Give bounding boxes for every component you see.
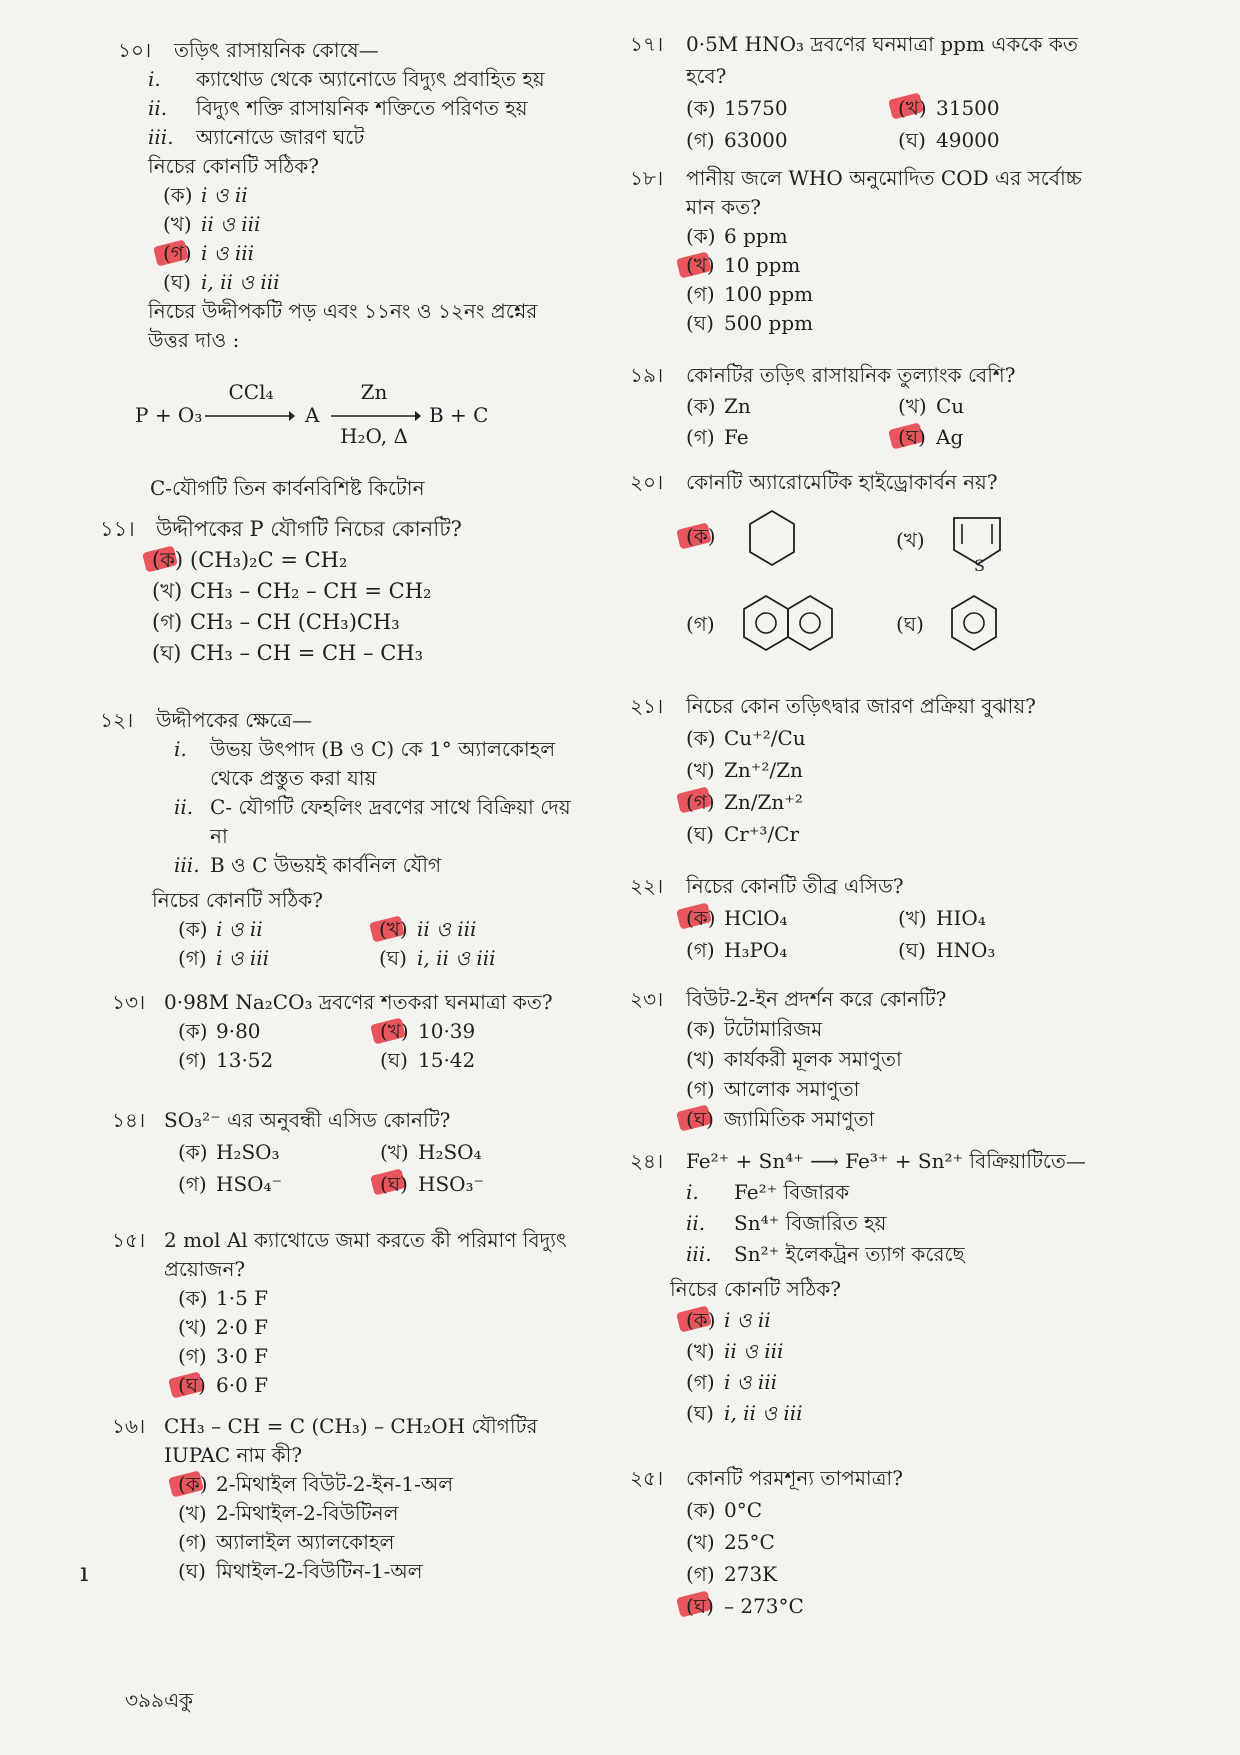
option-kha[interactable] (163, 210, 558, 239)
option-label: (ঘ) (152, 641, 182, 665)
option-value: 15750 (724, 96, 788, 120)
option-gha[interactable] (686, 1398, 1130, 1429)
option-ga[interactable] (686, 934, 898, 966)
option-gha[interactable] (380, 1046, 582, 1075)
question-prompt: নিচের কোনটি সঠিক? (148, 154, 320, 178)
option-label: (ক) (178, 1140, 208, 1164)
option-kha[interactable] (898, 902, 1110, 934)
option-value: 6·0 F (216, 1373, 269, 1397)
question-text: তড়িৎ রাসায়নিক কোষে— (174, 38, 379, 62)
product-a: A (305, 403, 320, 427)
option-value: CH₃ – CH (CH₃)CH₃ (190, 610, 400, 634)
option-label: (ক) (686, 394, 716, 418)
option-gha[interactable] (686, 1104, 1110, 1134)
option-label: (গ) (152, 610, 183, 634)
option-value: i, ii ও iii (724, 1401, 803, 1425)
option-value: CH₃ – CH₂ – CH = CH₂ (190, 579, 432, 603)
option-value: i ও iii (216, 946, 270, 970)
question-text: বিউট-2-ইন প্রদর্শন করে কোনটি? (686, 987, 947, 1011)
statement-text: উভয় উৎপাদ (B ও C) কে 1° অ্যালকোহল থেকে প্রস্তুত করা যায় (210, 737, 556, 790)
question-number: ১১। (100, 517, 135, 541)
option-value: 3·0 F (216, 1344, 269, 1368)
question-text: Fe²⁺ + Sn⁴⁺ ⟶ Fe³⁺ + Sn²⁺ বিক্রিয়াটিতে— (686, 1149, 1086, 1173)
stimulus-intro (118, 297, 558, 355)
option-kha[interactable] (379, 915, 580, 944)
option-kha[interactable] (686, 754, 1110, 786)
option-value: Cu⁺²/Cu (724, 726, 806, 750)
statement-text: Sn²⁺ ইলেকট্রন ত্যাগ করেছে (734, 1242, 965, 1266)
page-code: ৩৯৯একু (125, 1688, 194, 1712)
option-value: (CH₃)₂C = CH₂ (190, 548, 348, 572)
option-label: (গ) (178, 1048, 207, 1072)
option-label: (গ) (178, 1172, 207, 1196)
option-ka[interactable] (686, 391, 898, 422)
reaction-scheme (135, 378, 575, 448)
option-gha[interactable] (686, 1590, 1110, 1622)
option-label: (খ) (163, 212, 192, 236)
statement-text: B ও C উভয়ই কার্বনিল যৌগ (210, 853, 442, 877)
statement-text: বিদ্যুৎ শক্তি রাসায়নিক শক্তিতে পরিণত হয় (196, 96, 528, 120)
option-label: (গ) (686, 1077, 715, 1101)
question-number: ২৪। (630, 1149, 664, 1173)
option-ga[interactable] (178, 1342, 582, 1371)
option-label: (ক) (152, 548, 184, 572)
cyclohexane-structure (746, 508, 798, 568)
option-value: মিথাইল-2-বিউটিন-1-অল (216, 1559, 423, 1583)
question-text: উদ্দীপকের P যৌগটি নিচের কোনটি? (156, 517, 462, 541)
option-gha[interactable] (178, 1557, 582, 1586)
question-text: 2 mol Al ক্যাথোডে জমা করতে কী পরিমাণ বিদ্যুৎ প্রয়োজন? (164, 1228, 567, 1281)
option-value: 2-মিথাইল বিউট-2-ইন-1-অল (216, 1472, 454, 1496)
option-value: – 273°C (724, 1594, 804, 1618)
option-label: (ঘ) (898, 938, 926, 962)
question-24 (630, 1146, 1130, 1429)
option-kha[interactable] (898, 391, 1110, 422)
option-gha[interactable] (686, 309, 1110, 338)
option-gha[interactable] (686, 818, 1110, 850)
option-ka[interactable] (178, 915, 379, 944)
option-label: (খ) (178, 1315, 207, 1339)
option-label: (ঘ) (686, 1107, 714, 1131)
option-ga[interactable] (686, 124, 898, 156)
option-label: (খ) (380, 1019, 409, 1043)
statement-text: Fe²⁺ বিজারক (734, 1180, 850, 1204)
question-prompt: নিচের কোনটি সঠিক? (152, 888, 324, 912)
option-value: 1·5 F (216, 1286, 269, 1310)
option-ka[interactable] (163, 181, 558, 210)
option-gha[interactable] (898, 422, 1110, 453)
option-label: (গ) (686, 938, 715, 962)
option-value: Zn/Zn⁺² (724, 790, 803, 814)
question-prompt: নিচের কোনটি সঠিক? (670, 1277, 842, 1301)
option-value: CH₃ – CH = CH – CH₃ (190, 641, 424, 665)
option-value: Cr⁺³/Cr (724, 822, 800, 846)
option-value: i ও ii (724, 1308, 771, 1332)
option-kha[interactable] (152, 576, 570, 607)
option-ka[interactable] (686, 92, 898, 124)
option-kha[interactable] (898, 92, 1110, 124)
option-label: (গ) (163, 241, 192, 265)
option-ka[interactable] (686, 1494, 1110, 1526)
reagent-1: CCl₄ (228, 380, 274, 404)
option-value: আলোক সমাণুতা (724, 1077, 860, 1101)
option-label: (গ) (178, 1344, 207, 1368)
option-ga[interactable] (686, 422, 898, 453)
statement-text: C- যৌগটি ফেহলিং দ্রবণের সাথে বিক্রিয়া দেয় না (210, 795, 571, 848)
option-value: 10·39 (418, 1019, 476, 1043)
option-label: (ঘ) (379, 946, 407, 970)
option-gha[interactable] (178, 1371, 582, 1400)
option-value: i, ii ও iii (417, 946, 496, 970)
option-kha[interactable] (380, 1136, 582, 1168)
option-label: (ক) (686, 1308, 716, 1332)
option-label: (ক) (686, 726, 716, 750)
option-label: (খ) (898, 906, 927, 930)
option-label: (ঘ) (686, 822, 714, 846)
option-value: i, ii ও iii (201, 270, 280, 294)
question-17 (630, 28, 1110, 156)
question-11 (100, 514, 570, 669)
margin-mark: ı (80, 1558, 89, 1588)
option-ka[interactable] (686, 1305, 1130, 1336)
option-kha[interactable] (380, 1017, 582, 1046)
statement-roman: ii. (686, 1211, 706, 1235)
question-12 (100, 706, 580, 973)
option-value: Zn (724, 394, 751, 418)
statement-roman: i. (174, 737, 187, 761)
option-label: (ঘ) (686, 1594, 714, 1618)
question-number: ২১। (630, 694, 664, 718)
option-value: Zn⁺²/Zn (724, 758, 803, 782)
option-label: (গ) (686, 128, 715, 152)
option-value: 0°C (724, 1498, 763, 1522)
option-ga[interactable] (686, 280, 1110, 309)
option-value: ii ও iii (417, 917, 477, 941)
q20-options (686, 508, 1146, 676)
option-label: (খ) (686, 758, 715, 782)
option-gha[interactable] (379, 944, 580, 973)
option-ka[interactable] (686, 1014, 1110, 1044)
option-kha[interactable] (896, 526, 925, 559)
option-value: জ্যামিতিক সমাণুতা (724, 1107, 875, 1131)
question-22 (630, 870, 1110, 966)
option-kha[interactable] (686, 251, 1110, 280)
option-value: 500 ppm (724, 311, 814, 335)
question-text: উদ্দীপকের ক্ষেত্রে— (156, 708, 313, 732)
option-value: 31500 (936, 96, 1000, 120)
question-number: ১৯। (630, 363, 664, 387)
option-label: (ক) (163, 183, 193, 207)
option-value: 13·52 (216, 1048, 274, 1072)
statement-roman: iii. (686, 1242, 712, 1266)
option-label: (গ) (686, 1562, 715, 1586)
question-25 (630, 1462, 1110, 1622)
option-value: 15·42 (418, 1048, 476, 1072)
question-text: SO₃²⁻ এর অনুবন্ধী এসিড কোনটি? (164, 1108, 451, 1132)
question-19 (630, 360, 1110, 453)
option-label: (খ) (686, 1047, 715, 1071)
option-value: i ও ii (201, 183, 248, 207)
question-number: ২২। (630, 874, 664, 898)
option-value: HNO₃ (936, 938, 996, 962)
stimulus-note: C-যৌগটি তিন কার্বনবিশিষ্ট কিটোন (150, 476, 425, 500)
question-number: ২০। (630, 470, 664, 494)
question-number: ১২। (100, 708, 134, 732)
option-label: (গ) (686, 425, 715, 449)
question-number: ২৫। (630, 1466, 664, 1490)
option-ka[interactable] (152, 545, 570, 576)
option-ka[interactable] (178, 1284, 582, 1313)
statement-roman: i. (686, 1180, 699, 1204)
benzene-structure (948, 592, 1000, 656)
option-ka[interactable] (686, 902, 898, 934)
stimulus-intro-line: নিচের উদ্দীপকটি পড় এবং ১১নং ও ১২নং প্রশ্নের (148, 299, 538, 323)
option-value: i ও iii (201, 241, 255, 265)
option-label: (ক) (686, 1498, 716, 1522)
option-value: 49000 (936, 128, 1000, 152)
option-label: (ঘ) (178, 1373, 206, 1397)
question-text: CH₃ – CH = C (CH₃) – CH₂OH যৌগটির IUPAC নাম কী? (164, 1414, 538, 1467)
option-label: (গ) (686, 790, 715, 814)
option-ga[interactable] (163, 239, 558, 268)
option-kha[interactable] (178, 1499, 582, 1528)
question-20 (630, 468, 1110, 497)
option-value: 2·0 F (216, 1315, 269, 1339)
question-text: নিচের কোন তড়িৎদ্বার জারণ প্রক্রিয়া বুঝায়? (686, 694, 1036, 718)
option-label: (খ) (686, 253, 715, 277)
option-ka[interactable] (178, 1136, 380, 1168)
question-number: ১৪। (112, 1108, 146, 1132)
question-number: ১৫। (112, 1228, 146, 1252)
option-label: (ক) (686, 524, 716, 548)
option-gha[interactable] (896, 610, 924, 643)
option-label: (ঘ) (896, 612, 924, 636)
option-ga[interactable] (686, 1074, 1110, 1104)
statement-roman: i. (148, 67, 161, 91)
question-18 (630, 164, 1110, 338)
naphthalene-structure (740, 592, 840, 656)
option-label: (ঘ) (898, 128, 926, 152)
option-label: (খ) (898, 394, 927, 418)
option-label: (ক) (686, 96, 716, 120)
option-label: (খ) (379, 917, 408, 941)
option-value: 63000 (724, 128, 788, 152)
question-number: ১৮। (630, 166, 664, 190)
option-value: কার্যকরী মূলক সমাণুতা (724, 1047, 902, 1071)
option-gha[interactable] (163, 268, 558, 297)
reactant: P + O₃ (135, 403, 203, 427)
reaction-arrow (205, 410, 295, 422)
option-label: (ক) (178, 1286, 208, 1310)
option-label: (ঘ) (898, 425, 926, 449)
option-gha[interactable] (380, 1168, 582, 1200)
option-label: (খ) (152, 579, 183, 603)
option-value: Ag (936, 425, 964, 449)
option-kha[interactable] (686, 1044, 1110, 1074)
stimulus-intro-line: উত্তর দাও : (148, 328, 240, 352)
question-14 (112, 1104, 582, 1200)
option-value: ii ও iii (724, 1339, 784, 1363)
option-label: (খ) (178, 1501, 207, 1525)
option-value: HSO₃⁻ (418, 1172, 485, 1196)
option-label: (ক) (178, 1472, 208, 1496)
option-label: (ঘ) (380, 1172, 408, 1196)
option-value: টটোমারিজম (724, 1017, 823, 1041)
option-value: H₃PO₄ (724, 938, 788, 962)
option-ga[interactable] (152, 607, 570, 638)
question-text: কোনটি পরমশূন্য তাপমাত্রা? (686, 1466, 903, 1490)
option-label: (ক) (686, 906, 716, 930)
reagent-2-bottom: H₂O, Δ (340, 424, 408, 448)
option-label: (খ) (686, 1530, 715, 1554)
statement-roman: iii. (174, 853, 200, 877)
question-text: নিচের কোনটি তীব্র এসিড? (686, 874, 904, 898)
question-13 (112, 988, 582, 1075)
reagent-2-top: Zn (360, 380, 388, 404)
question-text: কোনটির তড়িৎ রাসায়নিক তুল্যাংক বেশি? (686, 363, 1016, 387)
question-number: ১৭। (630, 32, 664, 56)
option-label: (ক) (686, 1017, 716, 1041)
question-21 (630, 690, 1110, 850)
option-value: Fe (724, 425, 749, 449)
statement-roman: iii. (148, 125, 174, 149)
question-text: পানীয় জলে WHO অনুমোদিত COD এর সর্বোচ্চ মান কত? (686, 166, 1082, 219)
option-ka[interactable] (686, 222, 1110, 251)
statement-text: অ্যানোডে জারণ ঘটে (196, 125, 365, 149)
option-ka[interactable] (686, 722, 1110, 754)
option-value: 2-মিথাইল-2-বিউটিনল (216, 1501, 399, 1525)
option-label: (ঘ) (178, 1559, 206, 1583)
option-gha[interactable] (898, 934, 1110, 966)
question-number: ১০। (118, 38, 152, 62)
option-value: HSO₄⁻ (216, 1172, 283, 1196)
option-value: i ও ii (216, 917, 263, 941)
option-ga[interactable] (178, 1528, 582, 1557)
question-23 (630, 984, 1110, 1134)
option-kha[interactable] (686, 1336, 1130, 1367)
option-label: (ঘ) (686, 1401, 714, 1425)
option-ga[interactable] (686, 1367, 1130, 1398)
question-number: ১৩। (112, 990, 146, 1014)
statement-text: ক্যাথোড থেকে অ্যানোডে বিদ্যুৎ প্রবাহিত হয় (196, 67, 545, 91)
option-value: H₂SO₄ (418, 1140, 482, 1164)
option-ka[interactable] (178, 1017, 380, 1046)
option-ga[interactable] (178, 944, 379, 973)
option-value: 6 ppm (724, 224, 788, 248)
option-value: Cu (936, 394, 965, 418)
option-gha[interactable] (898, 124, 1110, 156)
option-label: (ঘ) (686, 311, 714, 335)
option-label: (খ) (686, 1339, 715, 1363)
question-text: 0·5M HNO₃ দ্রবণের ঘনমাত্রা ppm এককে কত হবে? (686, 32, 1078, 88)
question-text: কোনটি অ্যারোমেটিক হাইড্রোকার্বন নয়? (686, 470, 998, 494)
option-value: 100 ppm (724, 282, 814, 306)
option-value: H₂SO₃ (216, 1140, 280, 1164)
option-ka[interactable] (178, 1470, 582, 1499)
option-gha[interactable] (152, 638, 570, 669)
products: B + C (429, 403, 489, 427)
option-ga[interactable] (178, 1046, 380, 1075)
option-label: (ক) (686, 224, 716, 248)
question-text: 0·98M Na₂CO₃ দ্রবণের শতকরা ঘনমাত্রা কত? (164, 990, 553, 1014)
option-value: 9·80 (216, 1019, 261, 1043)
option-ga[interactable] (686, 786, 1110, 818)
option-value: HIO₄ (936, 906, 986, 930)
question-number: ২৩। (630, 987, 664, 1011)
option-value: ii ও iii (201, 212, 261, 236)
question-15 (112, 1226, 582, 1400)
option-label: (খ) (380, 1140, 409, 1164)
option-ka[interactable] (686, 522, 722, 555)
option-label: (ক) (178, 1019, 208, 1043)
option-label: (ক) (178, 917, 208, 941)
option-value: i ও iii (724, 1370, 778, 1394)
option-label: (গ) (178, 946, 207, 970)
option-label: (গ) (178, 1530, 207, 1554)
option-kha[interactable] (178, 1313, 582, 1342)
option-label: (গ) (686, 282, 715, 306)
option-value: 10 ppm (724, 253, 801, 277)
option-ga[interactable] (178, 1168, 380, 1200)
option-ga[interactable] (686, 1558, 1110, 1590)
option-label: (ঘ) (380, 1048, 408, 1072)
option-label: (খ) (896, 528, 925, 552)
option-value: অ্যালাইল অ্যালকোহল (216, 1530, 395, 1554)
option-ga[interactable] (686, 610, 715, 643)
option-label: (খ) (898, 96, 927, 120)
option-value: 273K (724, 1562, 778, 1586)
option-value: HClO₄ (724, 906, 788, 930)
statement-roman: ii. (148, 96, 168, 120)
option-kha[interactable] (686, 1526, 1110, 1558)
thiophene-sulfur-label: S (974, 556, 985, 575)
reaction-arrow (331, 410, 421, 422)
option-label: (গ) (686, 1370, 715, 1394)
statement-roman: ii. (174, 795, 194, 819)
question-16 (112, 1412, 582, 1586)
question-10 (118, 36, 558, 355)
statement-text: Sn⁴⁺ বিজারিত হয় (734, 1211, 887, 1235)
option-label: (ঘ) (163, 270, 191, 294)
question-number: ১৬। (112, 1414, 146, 1438)
option-value: 25°C (724, 1530, 775, 1554)
option-label: (গ) (686, 612, 715, 636)
